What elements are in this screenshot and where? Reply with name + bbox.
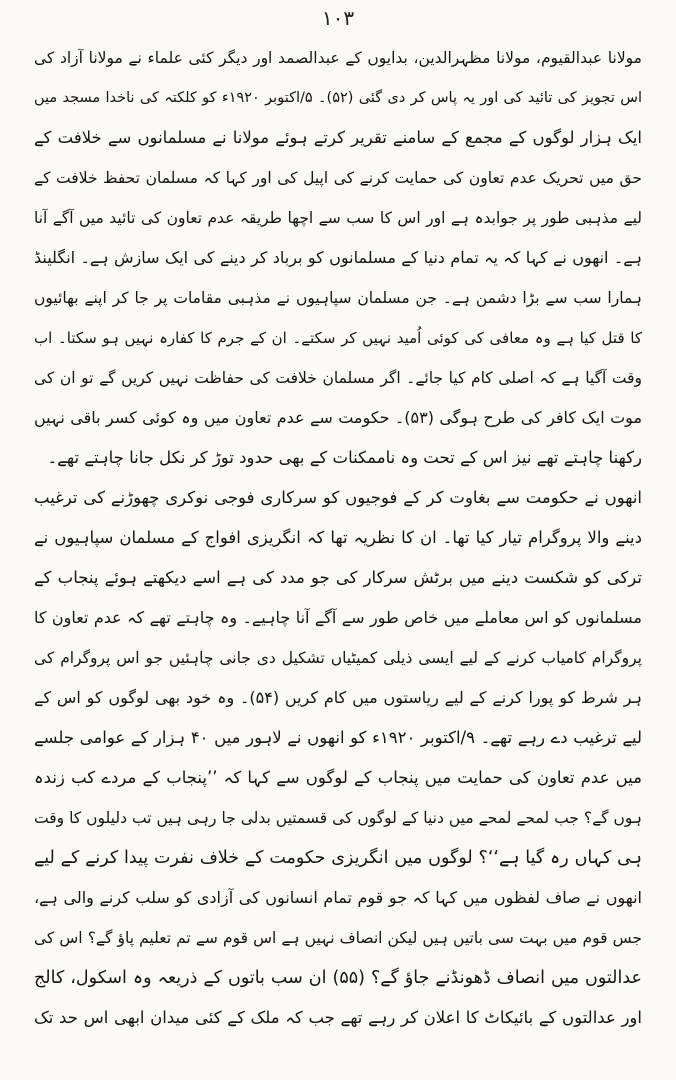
text-line: ہمارا سب سے بڑا دشمن ہے۔ جن مسلمان سپاہیوں نے مذہبی مقامات پر جا کر اپنے بھائیوں — [34, 289, 642, 307]
text-line: عدالتوں میں انصاف ڈھونڈنے جاؤ گے؟ (۵۵) ان سب باتوں کے ذریعہ وہ اسکول، کالج — [34, 968, 642, 988]
page-number: ١٠٣ — [321, 6, 355, 30]
text-line: لیے ترغیب دے رہے تھے۔ ۹/اکتوبر ۱۹۲۰ء کو انھوں نے لاہور میں ۴۰ ہزار کے عوامی جلسے — [34, 728, 642, 747]
text-line: وقت آگیا ہے کہ اصلی کام کیا جائے۔ اگر مسلمان خلافت کی حفاظت نہیں کریں گے تو ان کی — [34, 369, 642, 387]
text-line: اور عدالتوں کے بائیکاٹ کا اعلان کر رہے تھے جب کہ ملک کے کئی میدان ابھی اس حد تک — [34, 1008, 642, 1027]
text-line: حق میں تحریک عدم تعاون کی حمایت کرنے کی اپیل کی اور کہا کہ مسلمان تحفظ خلافت کے — [34, 169, 642, 187]
text-line: رکھنا چاہتے تھے نیز اس کے تحت وہ ناممکنات کے بھی حدود توڑ کر نکل جانا چاہتے تھے۔ — [47, 448, 642, 467]
text-line: انھوں نے حکومت سے بغاوت کر کے فوجیوں کو سرکاری فوجی نوکری چھوڑنے کی ترغیب — [34, 488, 642, 507]
body-text — [34, 38, 642, 1038]
text-line: مسلمانوں کو اس معاملے میں خاص طور سے آگے آنا چاہیے۔ وہ چاہتے تھے کہ عدم تعاون کا — [34, 608, 642, 627]
text-line: اس تجویز کی تائید کی اور یہ پاس کر دی گئی (۵۲)۔ ۵/اکتوبر ۱۹۲۰ء کو کلکتہ کی ناخدا مسجد میں — [34, 90, 642, 106]
text-line: موت ایک کافر کی طرح ہوگی (۵۳)۔ حکومت سے عدم تعاون میں وہ کوئی کسر باقی نہیں — [34, 408, 642, 427]
text-line: انھوں نے صاف لفظوں میں کہا کہ جو قوم تمام انسانوں کی آزادی کو سلب کرنے والی ہے، — [34, 888, 642, 907]
text-line: ایک ہزار لوگوں کے مجمع کے سامنے تقریر کرتے ہوئے مولانا نے مسلمانوں سے خلافت کے — [34, 128, 642, 147]
text-line: میں عدم تعاون کی حمایت میں پنجاب کے لوگوں سے کہا کہ ’’پنجاب کے مردے کب زندہ — [34, 768, 642, 787]
text-line: ہوں گے؟ جب لمحے لمحے میں دنیا کے لوگوں کی قسمتیں بدلی جا رہی ہیں تب دلیلوں کا وقت — [34, 809, 642, 827]
text-line: لیے مذہبی طور پر جوابدہ ہے اور اس کا سب سے اچھا طریقہ عدم تعاون کی تائید میں آگے آنا — [34, 209, 642, 227]
text-line: پروگرام کامیاب کرنے کے لیے ایسی ذیلی کمیٹیاں تشکیل دی جانی چاہئیں جو اس پروگرام کی — [34, 649, 642, 667]
text-line: ہے۔ انھوں نے کہا کہ یہ تمام دنیا کے مسلمانوں کو برباد کر دینے کی ایک سازش ہے۔ انگلینڈ — [34, 248, 642, 267]
text-line: دینے والا پروگرام تیار کیا تھا۔ ان کا نظریہ تھا کہ انگریزی افواج کے مسلمان سپاہیوں نے — [34, 528, 642, 547]
text-line: جس قوم میں بہت سی باتیں ہیں لیکن انصاف نہیں ہے اس قوم سے تم تعلیم پاؤ گے؟ اس کی — [34, 929, 642, 947]
text-line: ہی کہاں رہ گیا ہے‘‘؟ لوگوں میں انگریزی حکومت کے خلاف نفرت پیدا کرنے کے لیے — [34, 848, 642, 868]
text-line: کا قتل کیا ہے وہ معافی کی کوئی اُمید نہیں کر سکتے۔ ان کے جرم کا کفارہ نہیں ہو سکتا۔ اب — [34, 329, 642, 347]
text-line: ترکی کو شکست دینے میں برٹش سرکار کی جو مدد کی ہے اسے دیکھتے ہوئے پنجاب کے — [34, 568, 642, 587]
text-line: مولانا عبدالقیوم، مولانا مظہرالدین، بدایوں کے عبدالصمد اور دیگر کئی علماء نے مولانا آزاد کی — [34, 49, 642, 67]
text-line: ہر شرط کو پورا کرنے کے لیے ریاستوں میں کام کریں (۵۴)۔ وہ خود بھی لوگوں کو اس کے — [34, 688, 642, 707]
